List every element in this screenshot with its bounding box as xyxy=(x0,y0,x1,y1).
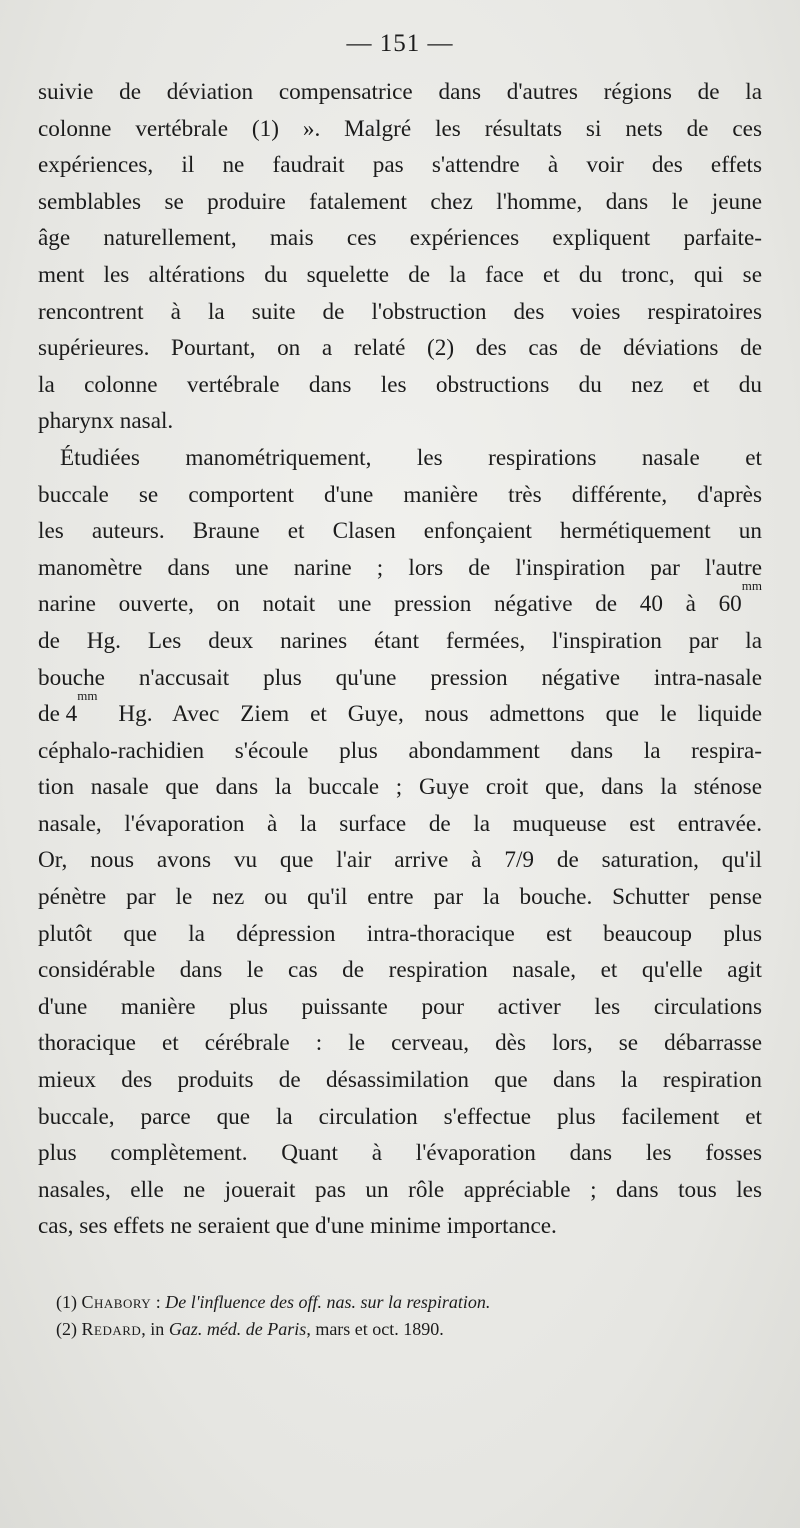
footnote-marker: (2) xyxy=(56,1319,82,1339)
text-line: cas, ses effets ne seraient que d'une minime importance. xyxy=(38,1213,557,1240)
text-line-end: Hg. Avec Ziem et Guye, nous admettons que le liquide xyxy=(97,701,762,728)
footnote-separator: , in xyxy=(141,1319,169,1339)
text-line: pénètre par le nez ou qu'il entre par la bouche. Schutter pense xyxy=(38,884,762,911)
text-line xyxy=(38,688,762,733)
paragraph-2 xyxy=(38,440,762,1245)
text-line: ment les altérations du squelette de la face et du tronc, qui se xyxy=(38,261,762,288)
text-line: céphalo-rachidien s'écoule plus abondamment dans la respira- xyxy=(38,737,762,764)
text-line: manomètre dans une narine ; lors de l'inspiration par l'autre xyxy=(38,554,762,581)
superscript-mm: mm xyxy=(77,688,98,704)
text-line xyxy=(38,578,762,623)
footnote-author: Redard xyxy=(81,1319,142,1339)
footnote-author: Chabory xyxy=(81,1292,152,1312)
text-line: de Hg. Les deux narines étant fermées, l'inspiration par la xyxy=(38,627,762,654)
paragraph-1 xyxy=(38,74,762,440)
text-line: thoracique et cérébrale : le cerveau, dès lors, se débarrasse xyxy=(38,1030,762,1057)
text-line: semblables se produire fatalement chez l'homme, dans le jeune xyxy=(38,188,762,215)
text-line-main: narine ouverte, on notait une pression négative de 40 à 60 xyxy=(38,591,742,618)
text-line: âge naturellement, mais ces expériences expliquent parfaite- xyxy=(38,225,762,252)
footnote-journal: Gaz. méd. de Paris xyxy=(168,1319,307,1339)
footnote-tail: , mars et oct. 1890. xyxy=(306,1319,444,1339)
text-line: pharynx nasal. xyxy=(38,408,174,435)
superscript-mm: mm xyxy=(741,578,762,594)
text-line: suivie de déviation compensatrice dans d'autres régions de la xyxy=(38,79,762,105)
text-line: tion nasale que dans la buccale ; Guye croit que, dans la sténose xyxy=(38,774,762,801)
body-text xyxy=(38,74,762,1245)
text-line: buccale se comportent d'une manière très différente, d'après xyxy=(38,481,762,508)
footnote-marker: (1) xyxy=(56,1292,82,1312)
text-line: expériences, il ne faudrait pas s'attendre à voir des effets xyxy=(38,152,762,179)
footnotes xyxy=(56,1289,756,1343)
text-line: colonne vertébrale (1) ». Malgré les résultats si nets de ces xyxy=(38,115,762,142)
footnote-separator: : xyxy=(151,1292,166,1312)
page-number: — 151 — xyxy=(346,30,454,57)
text-line: plutôt que la dépression intra-thoracique est beaucoup plus xyxy=(38,920,762,947)
text-line: Or, nous avons vu que l'air arrive à 7/9 de saturation, qu'il xyxy=(38,847,762,874)
text-line: rencontrent à la suite de l'obstruction des voies respiratoires xyxy=(38,298,762,325)
footnote-2 xyxy=(56,1316,756,1343)
text-line: nasale, l'évaporation à la surface de la muqueuse est entravée. xyxy=(38,810,762,837)
text-line: la colonne vertébrale dans les obstructions du nez et du xyxy=(38,371,762,398)
text-line: Étudiées manométriquement, les respirations nasale et xyxy=(60,444,762,471)
text-line-start: de 4 xyxy=(38,701,78,728)
text-line: mieux des produits de désassimilation que dans la respiration xyxy=(38,1067,762,1094)
text-line: supérieures. Pourtant, on a relaté (2) des cas de déviations de xyxy=(38,335,762,362)
footnote-title: De l'influence des off. nas. sur la respiration. xyxy=(165,1292,491,1312)
text-line: plus complètement. Quant à l'évaporation dans les fosses xyxy=(38,1140,762,1167)
text-line: les auteurs. Braune et Clasen enfonçaient hermétiquement un xyxy=(38,518,762,545)
footnote-1 xyxy=(56,1289,756,1316)
text-line: d'une manière plus puissante pour activer les circulations xyxy=(38,993,762,1020)
text-line: buccale, parce que la circulation s'effectue plus facilement et xyxy=(38,1103,762,1130)
text-line: bouche n'accusait plus qu'une pression négative intra-nasale xyxy=(38,664,762,691)
text-line: considérable dans le cas de respiration nasale, et qu'elle agit xyxy=(38,957,762,984)
text-line: nasales, elle ne jouerait pas un rôle appréciable ; dans tous les xyxy=(38,1176,762,1203)
